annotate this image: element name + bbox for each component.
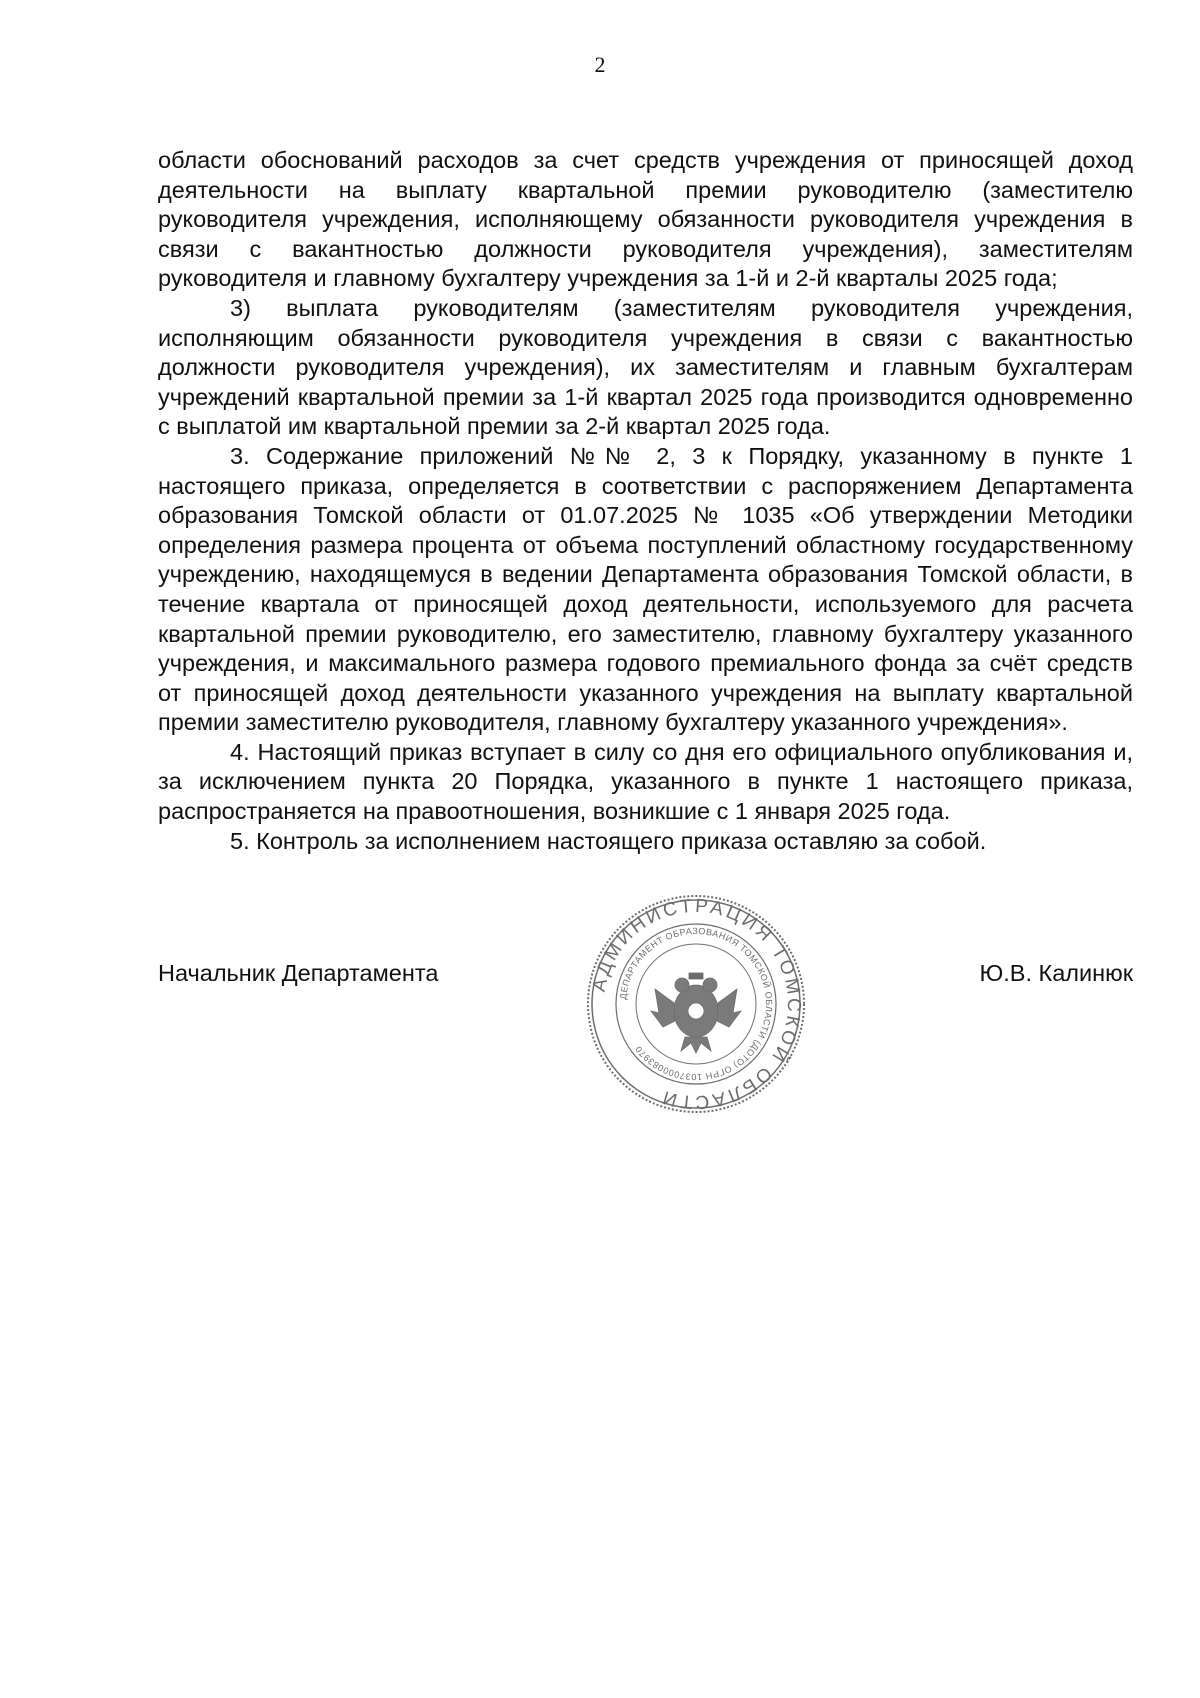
seal-graphic — [585, 893, 807, 1115]
paragraph: 3. Содержание приложений №№ 2, 3 к Порядку, указанному в пункте 1 настоящего приказа, определяется в соответствии с распоряжением Департамента образования Томской области от 01.07.2025 № 1035 «Об утверждении Методики определения размера процента от объема поступлений областному государственному учреждению, находящемуся в ведении Департамента образования Томской области, в течение квартала от приносящей доход деятельности, используемого для расчета квартальной премии руководителю, его заместителю, главному бухгалтеру указанного учреждения, и максимального размера годового премиального фонда за счёт средств от приносящей доход деятельности указанного учреждения на выплату квартальной премии заместителю руководителя, главному бухгалтеру указанного учреждения». — [158, 442, 1133, 736]
paragraph: области обоснований расходов за счет средств учреждения от приносящей доход деятельности на выплату квартальной премии руководителю (заместителю руководителя учреждения, исполняющему обязанности руководителя учреждения в связи с вакантностью должности руководителя учреждения), заместителям руководителя и главному бухгалтеру учреждения за 1-й и 2-й кварталы 2025 года; — [158, 147, 1133, 292]
paragraph: 3) выплата руководителям (заместителям руководителя учреждения, исполняющим обязанности руководителя учреждения в связи с вакантностью должности руководителя учреждения), их заместителям и главным бухгалтерам учреждений квартальной премии за 1-й квартал 2025 года производится одновременно с выплатой им квартальной премии за 2-й квартал 2025 года. — [158, 294, 1133, 440]
seal-outer-text: АДМИНИСТРАЦИЯ ТОМСКОЙ ОБЛАСТИ — [588, 895, 805, 1113]
page-number: 2 — [594, 52, 606, 77]
signer-title: Начальник Департамента — [158, 960, 439, 986]
coat-of-arms-icon — [651, 973, 741, 1053]
paragraph: 4. Настоящий приказ вступает в силу со дня его официального опубликования и, за исключением пункта 20 Порядка, указанного в пункте 1 настоящего приказа, распространяется на правоотношения, возникшие с 1 января 2025 года. — [158, 738, 1133, 825]
document-body — [158, 146, 1133, 856]
official-seal — [585, 893, 807, 1115]
signer-name: Ю.В. Калинюк — [979, 960, 1133, 986]
paragraph: 5. Контроль за исполнением настоящего приказа оставляю за собой. — [230, 827, 987, 854]
seal-inner-text: ДЕПАРТАМЕНТ ОБРАЗОВАНИЯ ТОМСКОЙ ОБЛАСТИ (ДОТО) ОГРН 1037000083970 — [618, 925, 775, 1083]
